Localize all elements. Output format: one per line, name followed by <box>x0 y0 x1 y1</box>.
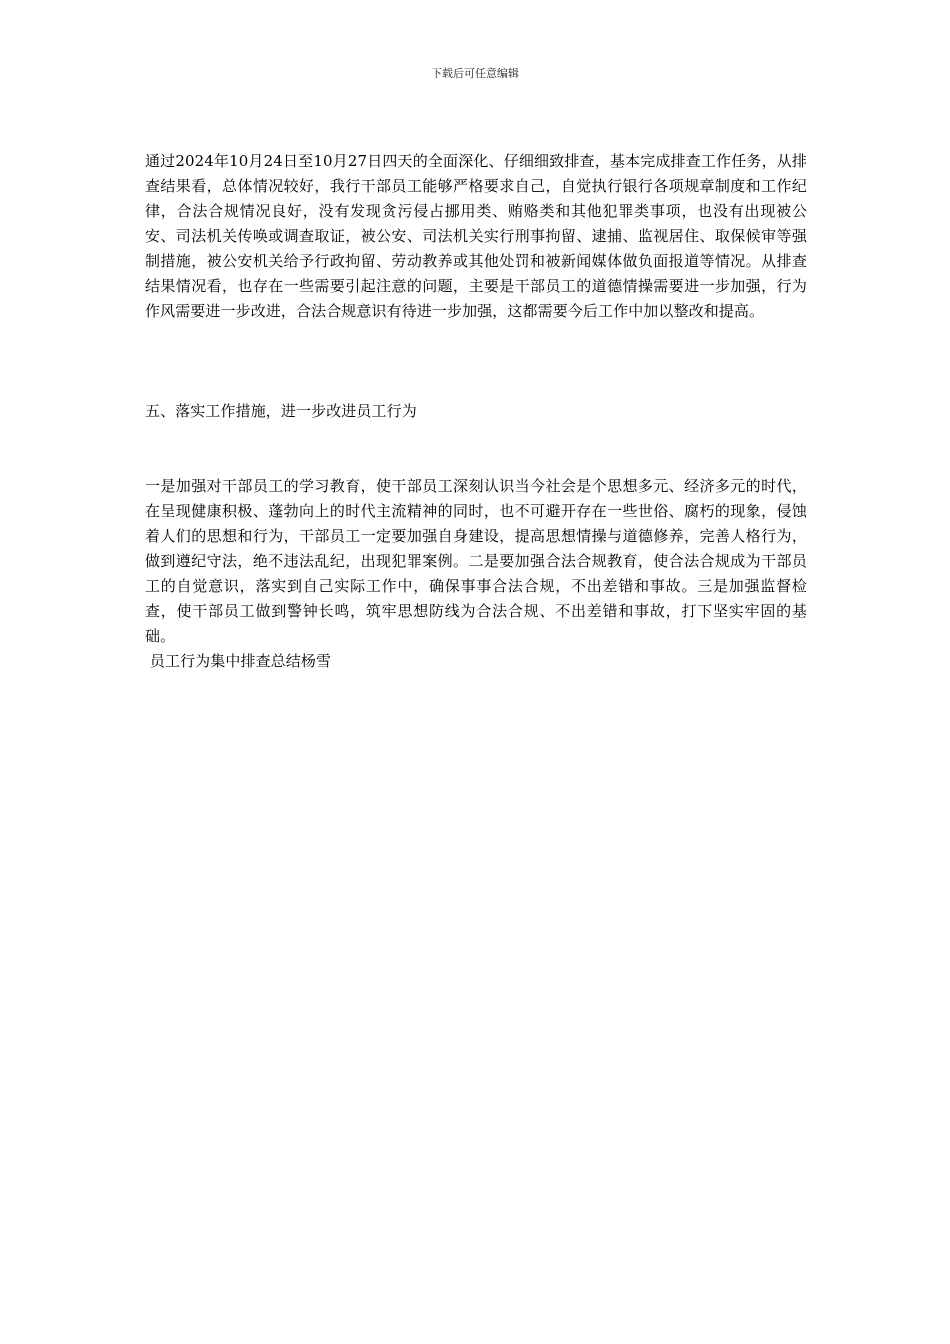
section-heading: 五、落实工作措施，进一步改进员工行为 <box>145 402 417 420</box>
paragraph-inspection-results: 通过2024年10月24日至10月27日四天的全面深化、仔细细致排查，基本完成排查工作任务，从排查结果看，总体情况较好，我行干部员工能够严格要求自己，自觉执行银行各项规章制度和工作纪律，合法合规情况良好，没有发现贪污侵占挪用类、贿赂类和其他犯罪类事项，也没有出现被公安、司法机关传唤或调查取证，被公安、司法机关实行刑事拘留、逮捕、监视居住、取保候审等强制措施，被公安机关给予行政拘留、劳动教养或其他处罚和被新闻媒体做负面报道等情况。从排查结果情况看，也存在一些需要引起注意的问题，主要是干部员工的道德情操需要进一步加强，行为作风需要进一步改进，合法合规意识有待进一步加强，这都需要今后工作中加以整改和提高。 <box>145 152 807 320</box>
closing-title: 员工行为集中排查总结杨雪 <box>145 652 332 670</box>
paragraph-measures: 一是加强对干部员工的学习教育，使干部员工深刻认识当今社会是个思想多元、经济多元的时代，在呈现健康积极、蓬勃向上的时代主流精神的同时，也不可避开存在一些世俗、腐朽的现象，侵蚀着人们的思想和行为，干部员工一定要加强自身建设，提高思想情操与道德修养，完善人格行为，做到遵纪守法，绝不违法乱纪，出现犯罪案例。二是要加强合法合规教育，使合法合规成为干部员工的自觉意识，落实到自己实际工作中，确保事事合法合规，不出差错和事故。三是加强监督检查，使干部员工做到警钟长鸣，筑牢思想防线为合法合规、不出差错和事故，打下坚实牢固的基础。 <box>145 477 807 645</box>
header-note: 下载后可任意编辑 <box>431 67 519 80</box>
